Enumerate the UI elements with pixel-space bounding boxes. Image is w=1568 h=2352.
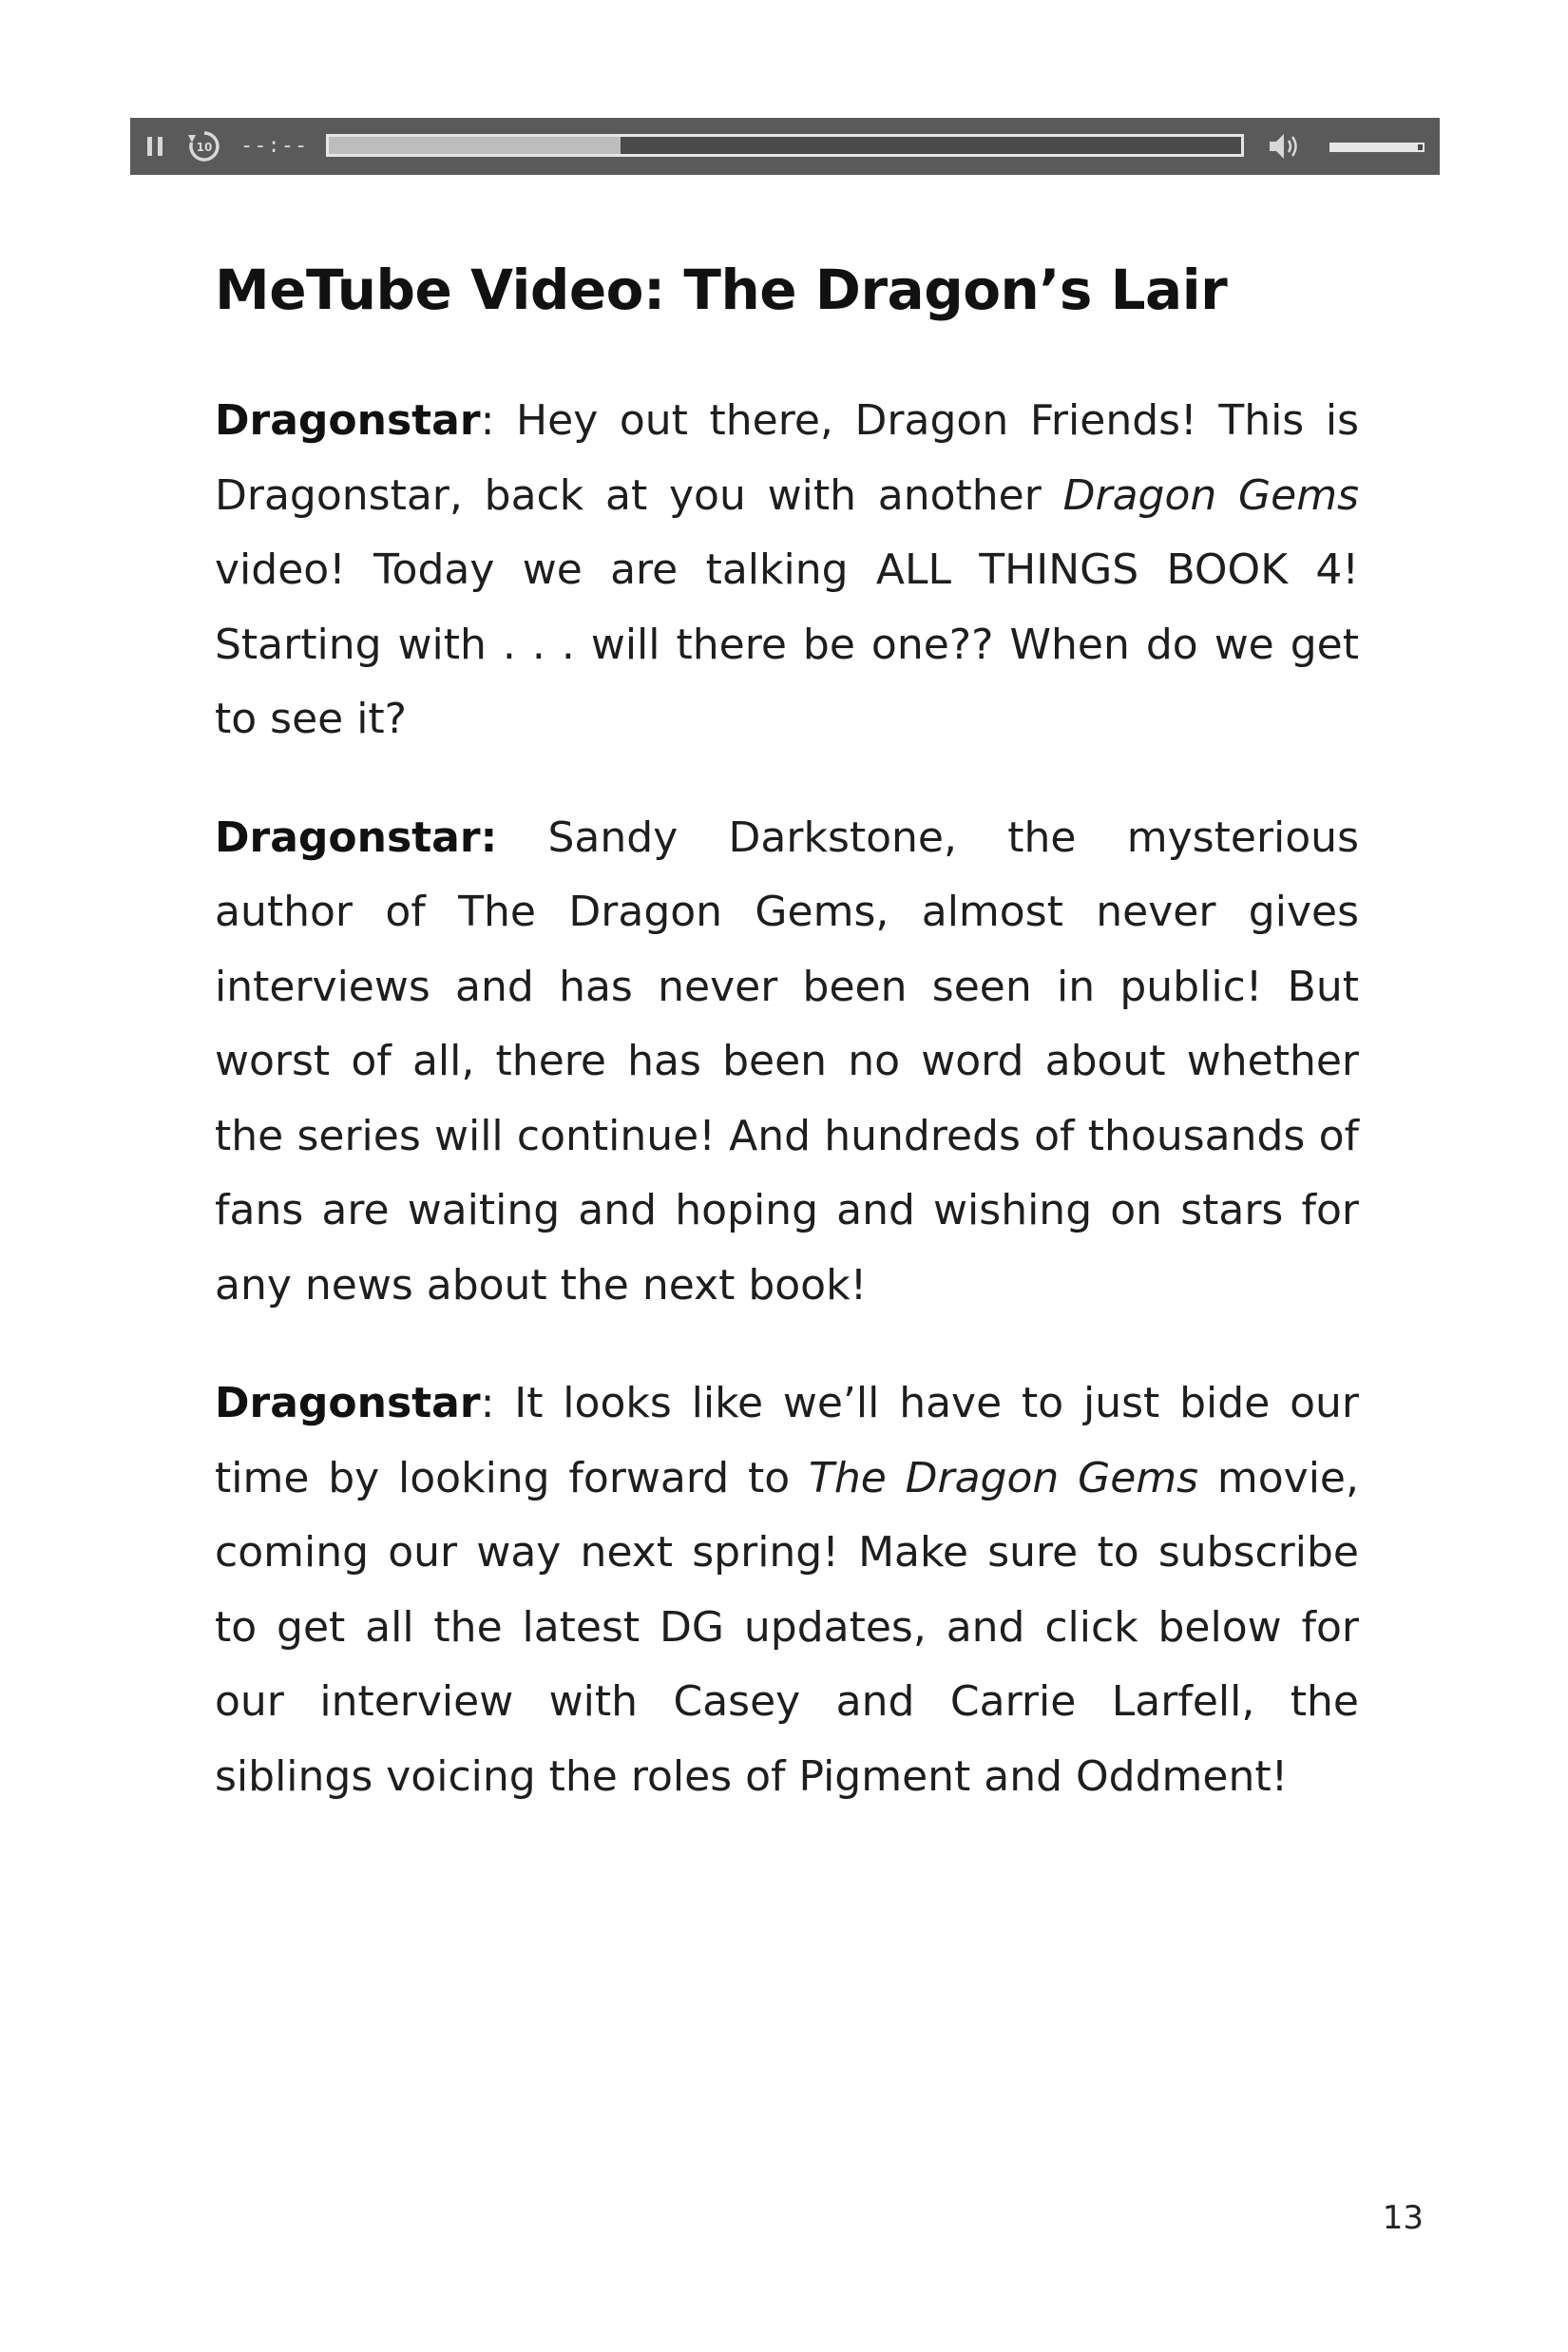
speaker-separator: : (480, 396, 517, 445)
page-content (215, 238, 1359, 1814)
volume-icon (1267, 130, 1305, 163)
dialogue-text: video! Today we are talking ALL THINGS BOOK 4! Starting with . . . will there be one?? When do we get to see it? (215, 545, 1359, 743)
speaker-name: Dragonstar (215, 1379, 481, 1427)
movie-title-italic: The Dragon Gems (808, 1453, 1199, 1502)
dialogue-paragraph (215, 384, 1359, 757)
time-display: --:-- (240, 134, 309, 158)
speaker-name: Dragonstar: (215, 813, 498, 862)
replay-10-button[interactable] (183, 118, 225, 175)
book-title-italic: Dragon Gems (1062, 470, 1359, 520)
pause-icon (144, 134, 165, 159)
dialogue-text: movie, coming our way next spring! Make sure to subscribe to get all the latest DG updates, and click below for our interview with Casey and Carrie Larfell, the siblings voicing the roles of Pigment and Oddment! (215, 1453, 1359, 1801)
page-title: MeTube Video: The Dragon’s Lair (215, 258, 1228, 322)
video-player-bar (130, 118, 1440, 175)
dialogue-paragraph (215, 801, 1359, 1324)
speaker-separator (497, 813, 547, 862)
volume-button[interactable] (1263, 118, 1309, 175)
page-number: 13 (1382, 2199, 1424, 2237)
pause-button[interactable] (138, 118, 172, 175)
speaker-separator: : (480, 1379, 515, 1427)
dialogue-paragraph (215, 1367, 1359, 1814)
progress-bar-fill (329, 137, 621, 154)
volume-slider[interactable] (1329, 143, 1425, 152)
dialogue-text: It looks like we’ll have to just bide our time by looking forward to (215, 1379, 1360, 1502)
svg-text:10: 10 (196, 141, 213, 154)
volume-slider-fill (1331, 144, 1418, 150)
dialogue-text: Sandy Darkstone, the mysterious author of The Dragon Gems, almost never gives interviews and has never been seen in public! But worst of all, there has been no word about whether the series will continue! And hundreds of thousands of fans are waiting and hoping and wishing on stars for any news about the next book! (215, 813, 1359, 1310)
dialogue-text: Hey out there, Dragon Friends! This is Dragonstar, back at you with another (215, 396, 1359, 520)
progress-bar[interactable] (326, 134, 1244, 157)
speaker-name: Dragonstar (215, 396, 481, 445)
replay-10-icon (185, 127, 223, 165)
